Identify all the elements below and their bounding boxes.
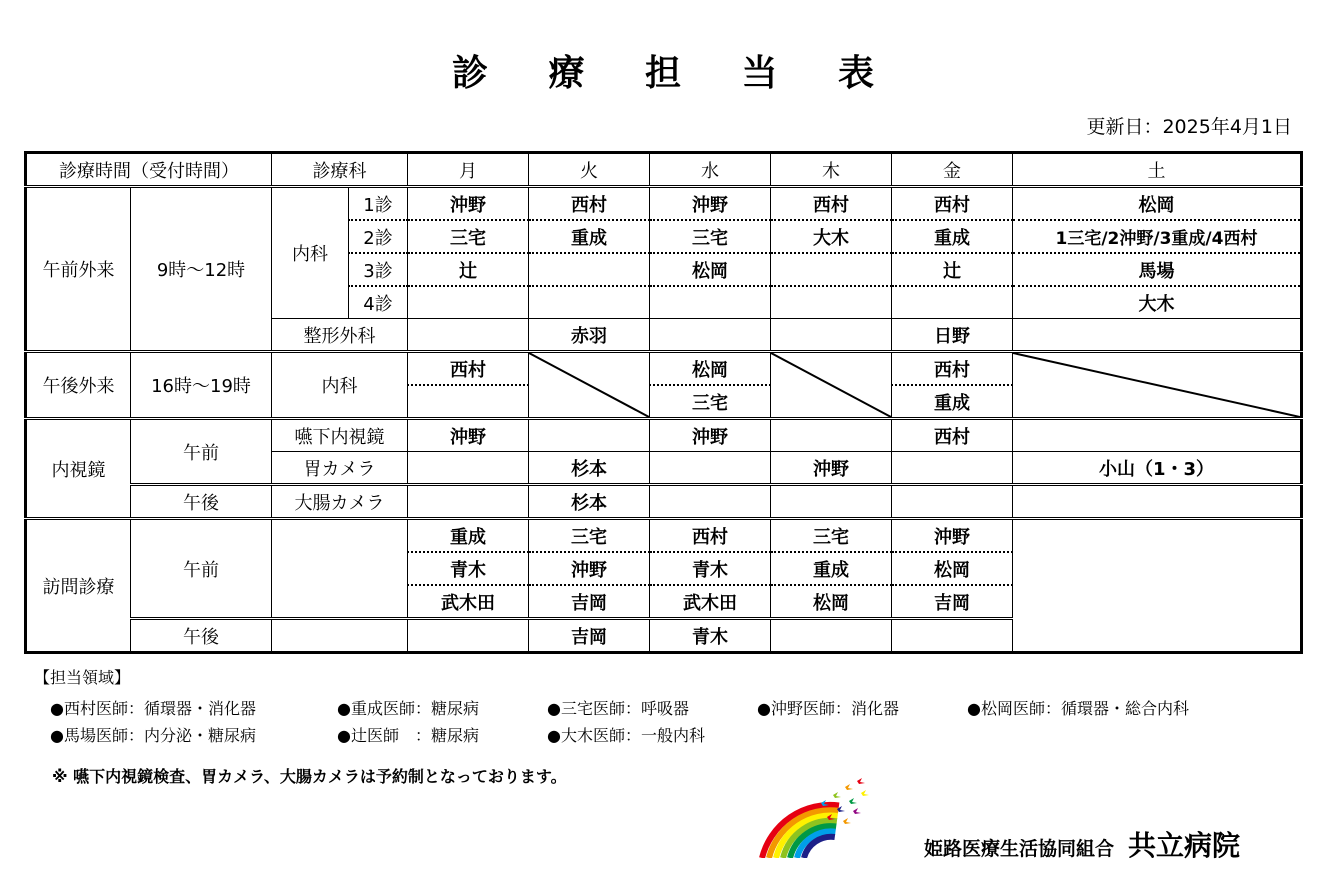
doctor-cell [771, 419, 892, 452]
dove-icon [861, 790, 869, 796]
doctor-cell: 西村 [771, 187, 892, 221]
doctor-cell: 青木 [650, 552, 771, 585]
doctor-cell: 西村 [892, 419, 1013, 452]
doctor-cell: 辻 [408, 253, 529, 286]
doctor-cell: 沖野 [771, 452, 892, 485]
header-row [26, 153, 1302, 187]
doctor-cell [408, 452, 529, 485]
header-day-thu: 木 [771, 153, 892, 187]
home-visit-label: 訪問診療 [26, 519, 131, 653]
endo-am-label: 午前 [131, 419, 272, 485]
doctor-cell [771, 619, 892, 653]
doctor-cell: 重成 [408, 519, 529, 553]
doctor-cell: 青木 [650, 619, 771, 653]
am-outpatient-time: 9時～12時 [131, 187, 272, 352]
pm-row1 [26, 352, 1302, 386]
colon-label: 大腸カメラ [272, 485, 408, 519]
header-day-fri: 金 [892, 153, 1013, 187]
am-naika-label: 内科 [272, 187, 349, 319]
doctor-cell: 松岡 [771, 585, 892, 619]
header-day-tue: 火 [529, 153, 650, 187]
doctor-cell: 三宅 [771, 519, 892, 553]
doctor-cell: 重成 [529, 220, 650, 253]
header-day-mon: 月 [408, 153, 529, 187]
doctor-cell: 西村 [892, 352, 1013, 386]
note-item: ●辻医師 ：糖尿病 [337, 726, 479, 745]
doctor-cell: 杉本 [529, 485, 650, 519]
doctor-cell [408, 319, 529, 352]
doctor-cell: 辻 [892, 253, 1013, 286]
note-item: ●沖野医師：消化器 [757, 699, 899, 718]
doctor-cell: 松岡 [650, 352, 771, 386]
doctor-cell: 青木 [408, 552, 529, 585]
endo-pm-label: 午後 [131, 485, 272, 519]
doctor-cell: 西村 [408, 352, 529, 386]
visit-sat-empty [1013, 519, 1302, 653]
doctor-cell: 馬場 [1013, 253, 1302, 286]
doctor-cell: 日野 [892, 319, 1013, 352]
doctor-cell: 三宅 [408, 220, 529, 253]
dove-icon [843, 818, 851, 824]
doctor-cell: 赤羽 [529, 319, 650, 352]
visit-pm-label: 午後 [131, 619, 272, 653]
doctor-cell [892, 619, 1013, 653]
pm-outpatient-time: 16時～19時 [131, 352, 272, 419]
doctor-cell: 沖野 [650, 419, 771, 452]
gastro-label: 胃カメラ [272, 452, 408, 485]
visit-am-dept-empty [272, 519, 408, 619]
note-item: ●西村医師：循環器・消化器 [50, 699, 256, 718]
diagonal-line [529, 353, 649, 417]
doctor-cell: 西村 [529, 187, 650, 221]
diagonal-line [771, 353, 891, 417]
doctor-cell [408, 619, 529, 653]
doctor-cell: 沖野 [408, 419, 529, 452]
notes-heading: 【担当領域】 [34, 668, 131, 687]
doctor-cell: 杉本 [529, 452, 650, 485]
doctor-cell [408, 385, 529, 419]
doctor-cell: 吉岡 [892, 585, 1013, 619]
doctor-cell [650, 286, 771, 319]
specialty-notes [34, 665, 1189, 748]
note-item: ●馬場医師：内分泌・糖尿病 [50, 726, 256, 745]
doctor-cell [892, 452, 1013, 485]
doctor-cell: 沖野 [650, 187, 771, 221]
doctor-cell [892, 286, 1013, 319]
doctor-cell [1013, 319, 1302, 352]
doctor-cell: 三宅 [650, 220, 771, 253]
doctor-cell: 重成 [892, 385, 1013, 419]
note-item: ●松岡医師：循環器・総合内科 [967, 699, 1189, 718]
doctor-cell: 武木田 [650, 585, 771, 619]
note-item: ●重成医師：糖尿病 [337, 699, 479, 718]
org-hospital: 共立病院 [1128, 829, 1241, 862]
doctor-cell [771, 319, 892, 352]
doctor-cell: 三宅 [529, 519, 650, 553]
note-item: ●三宅医師：呼吸器 [547, 699, 689, 718]
endo-swallow-row [26, 419, 1302, 452]
ortho-label: 整形外科 [272, 319, 408, 352]
doctor-cell [529, 253, 650, 286]
doctor-cell [771, 253, 892, 286]
doctor-cell: 重成 [892, 220, 1013, 253]
doctor-cell: 西村 [650, 519, 771, 553]
doctor-cell [408, 485, 529, 519]
room-label: 2診 [349, 220, 408, 253]
doctor-cell: 松岡 [892, 552, 1013, 585]
dove-icon [849, 798, 857, 804]
reservation-remark: ※ 嚥下内視鏡検査、胃カメラ、大腸カメラは予約制となっております。 [52, 767, 567, 786]
room-label: 4診 [349, 286, 408, 319]
doctor-cell [529, 286, 650, 319]
doctor-cell [650, 452, 771, 485]
dove-icon [853, 808, 861, 814]
header-day-sat: 土 [1013, 153, 1302, 187]
closed-cell-sat [1013, 352, 1302, 419]
org-cooperative: 姫路医療生活協同組合 [924, 838, 1115, 860]
pm-dept-label: 内科 [272, 352, 408, 419]
doctor-cell: 松岡 [1013, 187, 1302, 221]
visit-am-label: 午前 [131, 519, 272, 619]
notes-line-1 [50, 694, 1189, 721]
updated-date: 更新日：2025年4月1日 [1086, 116, 1292, 138]
rainbow-doves-logo [757, 773, 872, 858]
doctor-cell: 松岡 [650, 253, 771, 286]
doctor-cell [1013, 419, 1302, 452]
dove-icon [845, 784, 853, 790]
doctor-cell [892, 485, 1013, 519]
note-item: ●大木医師：一般内科 [547, 726, 705, 745]
page-title: 診 療 担 当 表 [451, 53, 899, 94]
doctor-cell: 三宅 [650, 385, 771, 419]
doctor-cell [529, 419, 650, 452]
visit-pm-dept-empty [272, 619, 408, 653]
diagonal-line [1013, 353, 1300, 417]
pm-outpatient-label: 午後外来 [26, 352, 131, 419]
doctor-cell: 沖野 [892, 519, 1013, 553]
doctor-cell [408, 286, 529, 319]
dove-icon [833, 792, 841, 798]
header-time: 診療時間（受付時間） [26, 153, 272, 187]
doctor-cell [650, 319, 771, 352]
swallow-label: 嚥下内視鏡 [272, 419, 408, 452]
doctor-cell: 重成 [771, 552, 892, 585]
doctor-cell: 大木 [771, 220, 892, 253]
closed-cell-thu [771, 352, 892, 419]
endoscopy-label: 内視鏡 [26, 419, 131, 519]
doctor-cell: 吉岡 [529, 585, 650, 619]
doctor-cell: 吉岡 [529, 619, 650, 653]
doctor-cell: 小山（1・3） [1013, 452, 1302, 485]
header-dept: 診療科 [272, 153, 408, 187]
visit-am-row1 [26, 519, 1302, 553]
doctor-cell [771, 286, 892, 319]
dove-icon [857, 778, 865, 784]
doctor-cell: 西村 [892, 187, 1013, 221]
doctor-cell [1013, 485, 1302, 519]
doctor-cell: 沖野 [529, 552, 650, 585]
notes-line-2 [50, 721, 1189, 748]
am-outpatient-label: 午前外来 [26, 187, 131, 352]
schedule-table [24, 151, 1303, 654]
doctor-cell: 武木田 [408, 585, 529, 619]
closed-cell-tue [529, 352, 650, 419]
room-label: 3診 [349, 253, 408, 286]
doctor-cell: 沖野 [408, 187, 529, 221]
doctor-cell [650, 485, 771, 519]
header-day-wed: 水 [650, 153, 771, 187]
doctor-cell [771, 485, 892, 519]
am-room1-row [26, 187, 1302, 221]
organization-name [924, 824, 1240, 864]
room-label: 1診 [349, 187, 408, 221]
doctor-cell: 1三宅/2沖野/3重成/4西村 [1013, 220, 1302, 253]
endo-colon-row [26, 485, 1302, 519]
doctor-cell: 大木 [1013, 286, 1302, 319]
